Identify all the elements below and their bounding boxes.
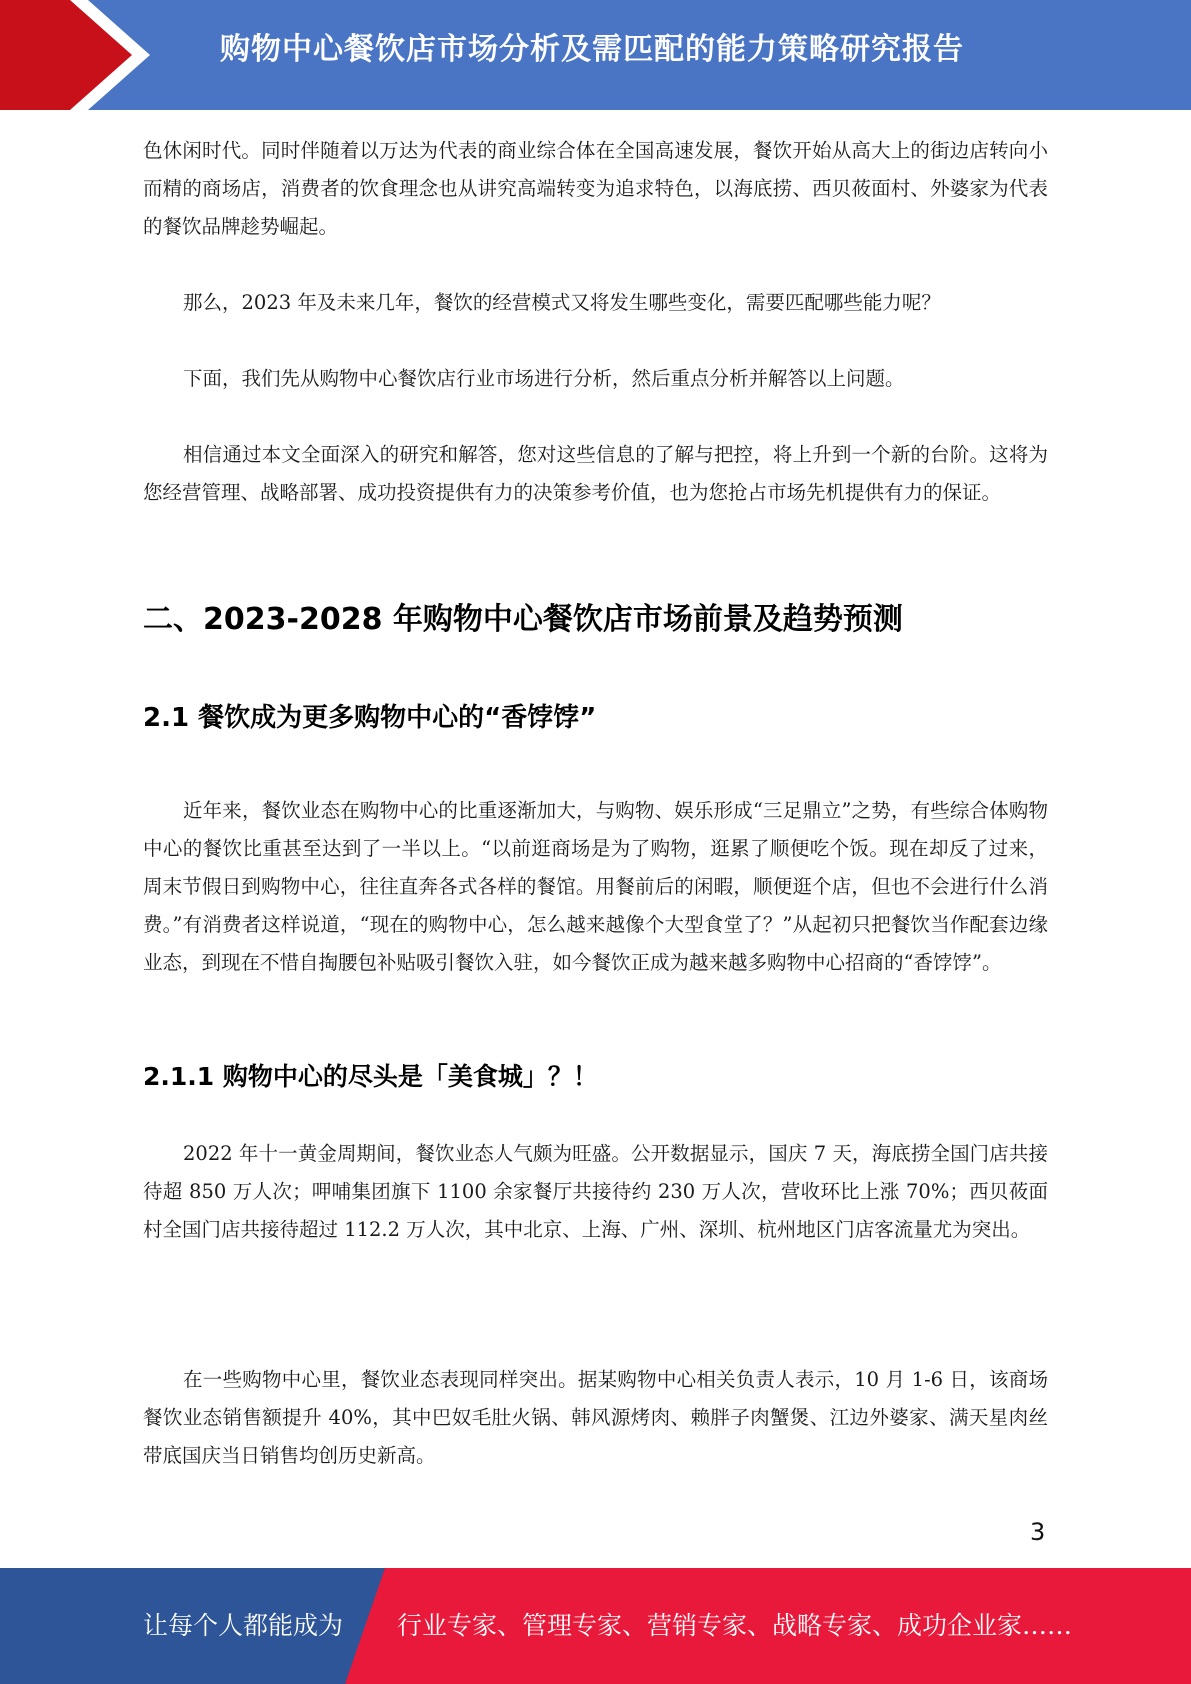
- footer-slogan-left: 让每个人都能成为: [143, 1611, 344, 1640]
- footer-slogan-right: 行业专家、管理专家、营销专家、战略专家、成功企业家……: [397, 1611, 1073, 1640]
- page-number: 3: [1030, 1518, 1046, 1546]
- subsection-heading-2-1: 2.1 餐饮成为更多购物中心的“香饽饽”: [143, 703, 597, 733]
- paragraph-plan: 下面，我们先从购物中心餐饮店行业市场进行分析，然后重点分析并解答以上问题。: [183, 367, 905, 390]
- header-band: [0, 0, 1191, 110]
- paragraph-mall-performance: 在一些购物中心里，餐饮业态表现同样突出。据某购物中心相关负责人表示，10 月 1-6 日，该商场餐饮业态销售额提升 40%，其中巴奴毛肚火锅、韩风源烤肉、赖胖子肉蟹煲、江边外婆家、满天星肉丝带底国庆当日销售均创历史新高。: [143, 1368, 1048, 1467]
- paragraph-golden-week: 2022 年十一黄金周期间，餐饮业态人气颇为旺盛。公开数据显示，国庆 7 天，海底捞全国门店共接待超 850 万人次；呷哺集团旗下 1100 余家餐厅共接待约 230 万人次，营收环比上涨 70%；西贝莜面村全国门店共接待超过 112.2 万人次，其中北京、上海、广州、深圳、杭州地区门店客流量尤为突出。: [143, 1142, 1048, 1241]
- report-title: 购物中心餐饮店市场分析及需匹配的能力策略研究报告: [220, 32, 964, 67]
- paragraph-value: 相信通过本文全面深入的研究和解答，您对这些信息的了解与把控，将上升到一个新的台阶。这将为您经营管理、战略部署、成功投资提供有力的决策参考价值，也为您抢占市场先机提供有力的保证。: [143, 443, 1048, 504]
- footer-band: [0, 1568, 1191, 1684]
- subsection-heading-2-1-1: 2.1.1 购物中心的尽头是「美食城」？！: [143, 1062, 598, 1091]
- paragraph-intro-continued: 色休闲时代。同时伴随着以万达为代表的商业综合体在全国高速发展，餐饮开始从高大上的街边店转向小而精的商场店，消费者的饮食理念也从讲究高端转变为追求特色，以海底捞、西贝莜面村、外婆家为代表的餐饮品牌趁势崛起。: [143, 139, 1048, 238]
- paragraph-question: 那么，2023 年及未来几年，餐饮的经营模式又将发生哪些变化，需要匹配哪些能力呢？: [183, 291, 941, 314]
- section-heading-2: 二、2023-2028 年购物中心餐饮店市场前景及趋势预测: [143, 602, 903, 637]
- paragraph-dining-share: 近年来，餐饮业态在购物中心的比重逐渐加大，与购物、娱乐形成“三足鼎立”之势，有些综合体购物中心的餐饮比重甚至达到了一半以上。“以前逛商场是为了购物，逛累了顺便吃个饭。现在却反了过来，周末节假日到购物中心，往往直奔各式各样的餐馆。用餐前后的闲暇，顺便逛个店，但也不会进行什么消费。”有消费者这样说道，“现在的购物中心，怎么越来越像个大型食堂了？”从起初只把餐饮当作配套边缘业态，到现在不惜自掏腰包补贴吸引餐饮入驻，如今餐饮正成为越来越多购物中心招商的“香饽饽”。: [143, 799, 1048, 974]
